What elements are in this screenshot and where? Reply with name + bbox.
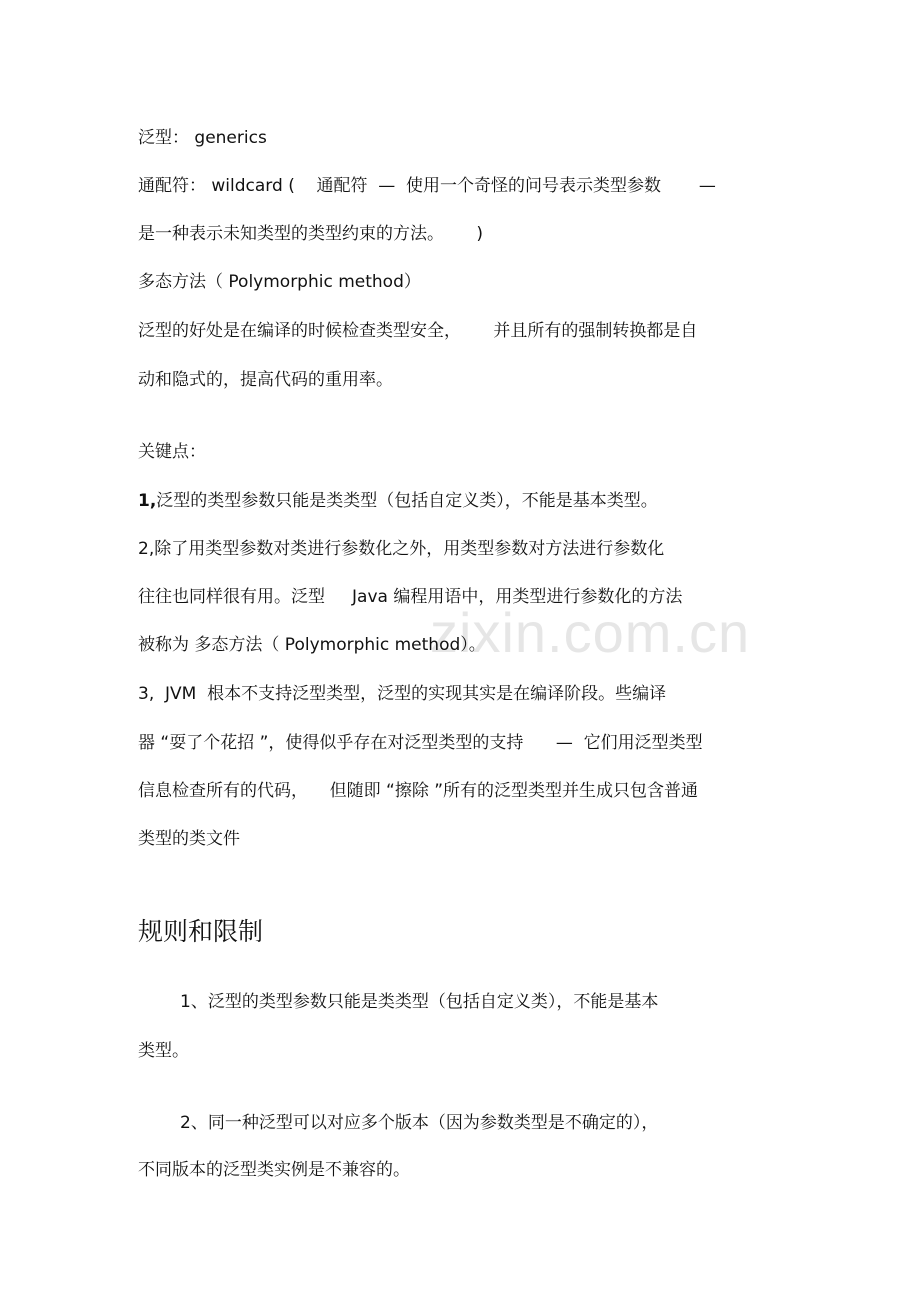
key-point-2-cont-2: 被称为 多态方法（ Polymorphic method）。 xyxy=(138,635,486,655)
line-generics: 泛型： generics xyxy=(138,128,267,148)
line-polymorphic: 多态方法（ Polymorphic method） xyxy=(138,272,421,292)
key-point-1-text: 泛型的类型参数只能是类类型（包括自定义类），不能是基本类型。 xyxy=(156,491,658,511)
key-point-2: 2,除了用类型参数对类进行参数化之外，用类型参数对方法进行参数化 xyxy=(138,539,665,559)
key-point-3: 3, JVM 根本不支持泛型类型，泛型的实现其实是在编译阶段。些编译 xyxy=(138,684,667,704)
rule-1-cont: 类型。 xyxy=(138,1041,189,1061)
key-point-2-cont-1: 往往也同样很有用。泛型 Java 编程用语中，用类型进行参数化的方法 xyxy=(138,587,683,607)
rule-2-cont: 不同版本的泛型类实例是不兼容的。 xyxy=(138,1160,410,1180)
rule-1: 1、泛型的类型参数只能是类类型（包括自定义类），不能是基本 xyxy=(180,992,659,1012)
key-point-3-cont-1: 器 “耍了个花招 ”，使得似乎存在对泛型类型的支持 — 它们用泛型类型 xyxy=(138,733,703,753)
key-point-1-number: 1, xyxy=(138,491,157,511)
key-point-3-cont-3: 类型的类文件 xyxy=(138,829,240,849)
key-point-1 xyxy=(138,489,658,513)
rule-2: 2、同一种泛型可以对应多个版本（因为参数类型是不确定的）， xyxy=(180,1113,659,1133)
line-benefit: 泛型的好处是在编译的时候检查类型安全， 并且所有的强制转换都是自 xyxy=(138,321,698,341)
key-points-label: 关键点： xyxy=(138,442,206,462)
line-wildcard-cont: 是一种表示未知类型的类型约束的方法。 ) xyxy=(138,224,484,244)
section-heading: 规则和限制 xyxy=(138,917,264,946)
key-point-3-cont-2: 信息检查所有的代码， 但随即 “擦除 ”所有的泛型类型并生成只包含普通 xyxy=(138,781,699,801)
line-benefit-cont: 动和隐式的，提高代码的重用率。 xyxy=(138,370,393,390)
line-wildcard: 通配符： wildcard ( 通配符 — 使用一个奇怪的问号表示类型参数 — xyxy=(138,176,716,196)
watermark: zixin.com.cn xyxy=(430,601,751,664)
